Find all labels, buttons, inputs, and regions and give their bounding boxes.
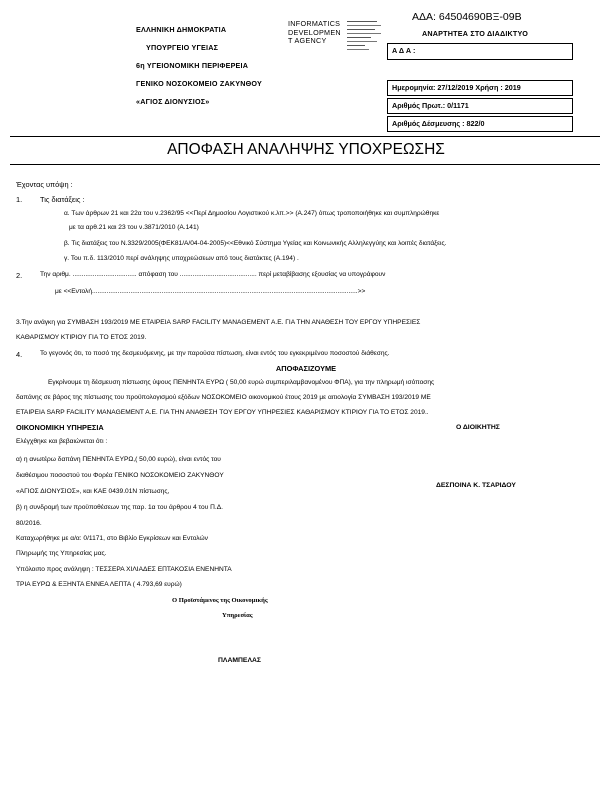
decision-line-3: ΕΤΑΙΡΕΙΑ SARP FACILITY MANAGEMENT A.E. ΓΙΑ ΤΗΝ ΑΝΑΘΕΣΗ ΤΟΥ ΕΡΓΟΥ ΥΠΗΡΕΣΙΕΣ ΚΑΘΑΡΙΣΜΟΥ ΚΤΙΡΙΟΥ ΓΙΑ ΤΟ ΕΤΟΣ 2019.. [16,409,429,416]
ada-box-label: Α Δ Α : [392,46,416,55]
date-box: Ημερομηνία: 27/12/2019 Χρήση : 2019 [387,80,573,96]
item-1a-line-2: με τα αρθ.21 και 23 του ν.3871/2010 (Α.141) [69,224,199,231]
check-a-line-1: α) η ανωτέρω δαπάνη ΠΕΝΗΝΤΑ ΕΥΡΩ,( 50,00 ευρώ), είναι εντός του [16,456,221,463]
registration-line-1: Καταχωρήθηκε με α/α: 0/1171, στο Βιβλίο Εγκρίσεων και Εντολών [16,535,208,542]
item-1a-line-1: α. Των άρθρων 21 και 22α του ν.2362/95 <<Περί Δημοσίου Λογιστικού κ.λπ.>> (Α.247) όπως τροποποιήθηκε και συμπληρώθηκε [64,210,440,217]
informatics-line-3: T AGENCY [288,36,327,46]
informatics-line-1: INFORMATICS [288,19,341,28]
item-1-number: 1. [16,195,23,204]
item-1-text: Τις διατάξεις : [40,195,85,204]
director-name: ΔΕΣΠΟΙΝΑ Κ. ΤΣΑΡΙΔΟΥ [436,482,516,489]
check-b-line-1: β) η συνδρομή των προϋποθέσεων της παρ. 1α του άρθρου 4 του Π.Δ. [16,504,223,511]
informatics-line-2: DEVELOPMEN [288,27,341,37]
item-2-line-1: Την αριθμ. ................................... απόφαση του .......................................... περί μεταβίβασης εξουσίας να υπογράφουν [40,271,386,278]
check-a-line-3: «ΑΓΙΟΣ ΔΙΟΝΥΣΙΟΣ», και ΚΑΕ 0439.01Ν πίστωσης, [16,488,170,495]
decision-heading: ΑΠΟΦΑΣΙΖΟΥΜΕ [275,364,337,373]
title-bottom-rule [10,164,600,165]
item-1b: β. Τις διατάξεις του Ν.3329/2005(ΦΕΚ81/Α/04-04-2005)<<Εθνικό Σύστημα Υγείας και Κοινωνικής Αλληλεγγύης και λοιπές διατάξεις. [64,240,447,247]
item-4-text: Το γεγονός ότι, το ποσό της δεσμευόμενης, με την παρούσα πίστωση, είναι εντός του εγκεκριμένου ποσοστού διάθεσης. [40,350,390,357]
economic-service-heading: ΟΙΚΟΝΟΜΙΚΗ ΥΠΗΡΕΣΙΑ [16,423,104,432]
ada-box [387,43,573,60]
header-line-1: ΕΛΛΗΝΙΚΗ ΔΗΜΟΚΡΑΤΙΑ [136,25,227,34]
considering: Έχοντας υπόψη : [16,180,73,189]
protocol-box: Αριθμός Πρωτ.: 0/1171 [387,98,573,114]
header-line-5: «ΑΓΙΟΣ ΔΙΟΝΥΣΙΟΣ» [136,97,210,106]
item-4-number: 4. [16,350,23,359]
director-title: Ο ΔΙΟΙΚΗΤΗΣ [456,424,500,431]
item-1c: γ. Του π.δ. 113/2010 περί ανάληψης υποχρεώσεων από τους διατάκτες (Α.194) . [64,255,299,262]
decision-line-1: Εγκρίνουμε τη δέσμευση πίστωσης ύψους ΠΕΝΗΝΤΑ ΕΥΡΩ ( 50,00 ευρώ συμπεριλαμβανομένου ΦΠΑ), για την πληρωμή ισόποσης [48,379,435,386]
check-a-line-2: διαθέσιμου ποσοστού του Φορέα ΓΕΝΙΚΟ ΝΟΣΟΚΟΜΕΙΟ ΖΑΚΥΝΘΟΥ [16,472,224,479]
item-2-line-2: με <<Εντολή.................................................................................................................................................>> [55,288,366,295]
logo-fine-print-graphic [347,20,385,54]
header-line-2: ΥΠΟΥΡΓΕΙΟ ΥΓΕΙΑΣ [146,43,219,52]
head-name: ΠΛΑΜΠΕΛΑΣ [218,657,261,664]
header-line-3: 6η ΥΓΕΙΟΝΟΜΙΚΗ ΠΕΡΙΦΕΡΕΙΑ [136,61,249,70]
item-3-line-2: ΚΑΘΑΡΙΣΜΟΥ ΚΤΙΡΙΟΥ ΓΙΑ ΤΟ ΕΤΟΣ 2019. [16,334,147,341]
item-2-number: 2. [16,271,23,280]
remaining-line-2: ΤΡΙΑ ΕΥΡΩ & ΕΞΗΝΤΑ ΕΝΝΕΑ ΛΕΠΤΑ ( 4.793,69 ευρώ) [16,581,182,588]
remaining-line-1: Υπόλοιπο προς ανάληψη : ΤΕΣΣΕΡΑ ΧΙΛΙΑΔΕΣ ΕΠΤΑΚΟΣΙΑ ΕΝΕΝΗΝΤΑ [16,566,232,573]
header-line-4: ΓΕΝΙΚΟ ΝΟΣΟΚΟΜΕΙΟ ΖΑΚΥΝΘΟΥ [136,79,262,88]
page-title: ΑΠΟΦΑΣΗ ΑΝΑΛΗΨΗΣ ΥΠΟΧΡΕΩΣΗΣ [167,141,445,158]
head-title-line-1: Ο Προϊστάμενος της Οικονομικής [172,597,268,604]
commitment-box: Αριθμός Δέσμευσης : 822/0 [387,116,573,132]
item-3-line-1: 3.Την ανάγκη για ΣΥΜΒΑΣΗ 193/2019 ΜΕ ΕΤΑΙΡΕΙΑ SARP FACILITY MANAGEMENT A.E. ΓΙΑ ΤΗΝ ΑΝΑΘΕΣΗ ΤΟΥ ΕΡΓΟΥ ΥΠΗΡΕΣΙΕΣ [16,319,421,326]
title-top-rule [10,136,600,137]
check-b-line-2: 80/2016. [16,520,42,527]
ada-number: ΑΔΑ: 64504690ΒΞ-09Β [412,11,522,23]
checked-statement: Ελέγχθηκε και βεβαιώνεται ότι : [16,438,108,445]
head-title-line-2: Υπηρεσίας [222,612,253,619]
internet-posting-label: ΑΝΑΡΤΗΤΕΑ ΣΤΟ ΔΙΑΔΙΚΤΥΟ [422,29,529,38]
decision-line-2: δαπάνης σε βάρος της πίστωσης του προϋπολογισμού εξόδων ΝΟΣΟΚΟΜΕΙΟ οικονομικού έτους 2019 με αιτιολογία ΣΥΜΒΑΣΗ 193/2019 ΜΕ [16,394,431,401]
registration-line-2: Πληρωμής της Υπηρεσίας μας. [16,550,107,557]
informatics-logo [288,20,341,46]
